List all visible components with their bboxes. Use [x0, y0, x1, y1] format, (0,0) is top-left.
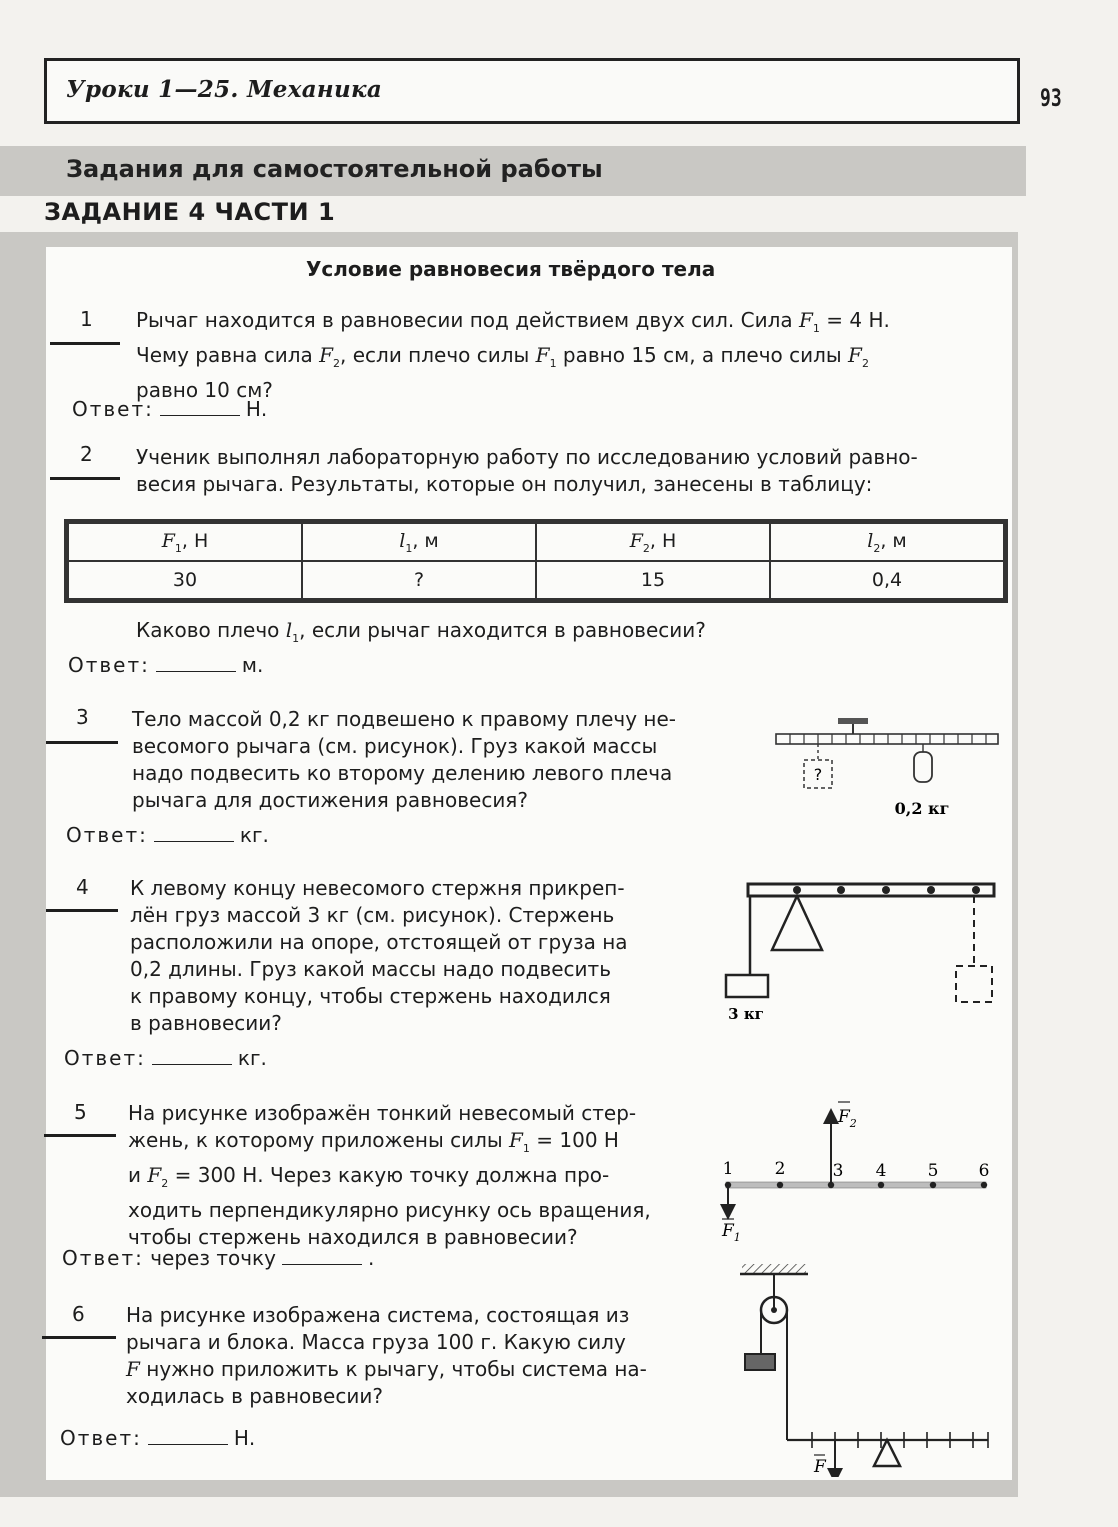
point-labels: [723, 1159, 990, 1181]
subscript: 1: [522, 1142, 530, 1155]
task-number-rule: [50, 342, 120, 345]
answer-prefix: через точку: [150, 1246, 276, 1270]
table-header-cell: $l_1$, м: [302, 523, 536, 561]
task-number-rule: [42, 1336, 116, 1339]
task-number-rule: [50, 477, 120, 480]
task-6-text: [126, 1302, 726, 1410]
rod-marks: [793, 886, 980, 894]
answer-label: Ответ:: [64, 1046, 146, 1070]
text-line: к правому концу, чтобы стержень находился: [130, 984, 611, 1008]
point-label: 3: [832, 1161, 844, 1181]
text-line: весомого рычага (см. рисунок). Груз какой массы: [132, 734, 658, 758]
task-number: 5: [74, 1100, 87, 1124]
table-cell: 15: [536, 561, 770, 599]
lever-ticks: [790, 734, 986, 744]
answer-unit: кг.: [239, 823, 269, 847]
left-weight: [726, 975, 768, 997]
answer-blank[interactable]: [148, 1443, 228, 1445]
task-number: 1: [80, 307, 93, 331]
text-line: Каково плечо $l_1$, если рычаг находится в равновесии?: [136, 618, 706, 645]
table-cell: 30: [68, 561, 302, 599]
data-table: [67, 522, 1005, 600]
text-line: Рычаг находится в равновесии под действием двух сил. Сила $F_1 = 4$ Н.: [136, 308, 890, 335]
point-label: 4: [875, 1161, 887, 1181]
variable: F: [535, 343, 550, 367]
task-2-text: [136, 444, 1016, 498]
figure-5-rod: [712, 1096, 1008, 1256]
text-line: Ученик выполнял лабораторную работу по исследованию условий равно-: [136, 445, 918, 469]
answer-blank[interactable]: [156, 670, 236, 672]
pulley-axle: [771, 1307, 777, 1313]
variable: F: [126, 1357, 140, 1381]
task-number: 4: [76, 875, 89, 899]
point-label: 1: [722, 1159, 734, 1179]
unknown-mark: ?: [813, 765, 823, 784]
unknown-weight-box: [956, 966, 992, 1002]
text-line: К левому концу невесомого стержня прикреп-: [130, 876, 625, 900]
ceiling-hatch: [742, 1264, 806, 1274]
answer-unit: .: [367, 1246, 375, 1270]
answer-unit: Н.: [233, 1426, 256, 1450]
support-triangle: [772, 896, 822, 950]
task-number: 2: [80, 442, 93, 466]
text-line: и $F_2 = 300$ Н. Через какую точку должна про-: [128, 1163, 610, 1190]
answer-label: Ответ:: [72, 397, 154, 421]
variable: F: [319, 343, 334, 367]
answer-label: Ответ:: [60, 1426, 142, 1450]
answer-label: Ответ:: [62, 1246, 144, 1270]
answer-line-2: [68, 653, 263, 677]
page-number: 93: [1040, 84, 1062, 112]
text-line: надо подвесить ко второму делению левого плеча: [132, 761, 673, 785]
variable: F: [147, 1163, 162, 1187]
text-line: На рисунке изображена система, состоящая из: [126, 1303, 630, 1327]
part-title: ЗАДАНИЕ 4 ЧАСТИ 1: [44, 198, 336, 226]
subscript: 2: [333, 357, 341, 370]
subscript: 1: [292, 632, 300, 645]
table-cell: 0,4: [770, 561, 1004, 599]
answer-unit: Н.: [245, 397, 268, 421]
task-3-text: [132, 706, 772, 814]
point-label: 2: [774, 1159, 786, 1179]
task-number-rule: [46, 909, 118, 912]
answer-unit: кг.: [237, 1046, 267, 1070]
text-line: лён груз массой 3 кг (см. рисунок). Стержень: [130, 903, 615, 927]
task-5-text: [128, 1100, 728, 1251]
answer-line-5: [62, 1246, 374, 1270]
lever-bar: [776, 734, 998, 744]
answer-blank[interactable]: [160, 414, 240, 416]
section-title: Задания для самостоятельной работы: [66, 155, 603, 183]
table-header-cell: $l_2$, м: [770, 523, 1004, 561]
mass-label: 3 кг: [728, 1005, 764, 1023]
subscript: 1: [812, 322, 820, 335]
support-hanger: [838, 718, 868, 724]
text-line: рычага для достижения равновесия?: [132, 788, 528, 812]
load-weight: [745, 1354, 775, 1370]
topic-title: Условие равновесия твёрдого тела: [306, 257, 716, 281]
subscript: 1: [549, 357, 557, 370]
text-line: Тело массой 0,2 кг подвешено к правому плечу не-: [132, 707, 676, 731]
answer-label: Ответ:: [66, 823, 148, 847]
answer-unit: м.: [241, 653, 264, 677]
running-header-title: Уроки 1—25. Механика: [66, 76, 383, 103]
task-number: 3: [76, 705, 89, 729]
answer-line-6: [60, 1426, 255, 1450]
force-f1-label: $F_1$: [722, 1221, 741, 1244]
figure-3-lever: [770, 712, 1010, 822]
task-number-rule: [44, 1134, 116, 1137]
variable: F: [799, 308, 813, 332]
task-number-rule: [46, 741, 118, 744]
point-label: 6: [978, 1161, 990, 1181]
answer-blank[interactable]: [154, 840, 234, 842]
force-f2-label: $F_2$: [838, 1107, 857, 1130]
weight-body: [914, 752, 932, 782]
text-line: равно 10 см?: [136, 378, 273, 402]
text-line: 0,2 длины. Груз какой массы надо подвесить: [130, 957, 611, 981]
point-label: 5: [927, 1161, 939, 1181]
figure-4-rod: [716, 880, 1006, 1030]
text-line: На рисунке изображён тонкий невесомый стер-: [128, 1101, 637, 1125]
table-row: [68, 561, 1004, 599]
text-line: расположили на опоре, отстоящей от груза на: [130, 930, 628, 954]
table-header-cell: $F_2$, Н: [536, 523, 770, 561]
answer-blank[interactable]: [282, 1263, 362, 1265]
text-line: F нужно приложить к рычагу, чтобы система на-: [126, 1357, 647, 1381]
text-line: весия рычага. Результаты, которые он получил, занесены в таблицу:: [136, 472, 873, 496]
rod: [726, 1182, 986, 1188]
variable: F: [509, 1128, 523, 1152]
text-line: рычага и блока. Масса груза 100 г. Какую силу: [126, 1330, 626, 1354]
mass-label: 0,2 кг: [894, 799, 950, 818]
variable: l: [285, 618, 293, 642]
table-header-row: [68, 523, 1004, 561]
table-cell: ?: [302, 561, 536, 599]
text-line: чтобы стержень находился в равновесии?: [128, 1225, 578, 1249]
text-line: ходилась в равновесии?: [126, 1384, 383, 1408]
rod-bar: [748, 884, 994, 896]
text-line: жень, к которому приложены силы $F_1 = 100$ Н: [128, 1128, 619, 1155]
answer-label: Ответ:: [68, 653, 150, 677]
answer-line-1: [72, 397, 267, 421]
task-number: 6: [72, 1302, 85, 1326]
force-label: F: [814, 1457, 826, 1477]
subscript: 2: [861, 357, 869, 370]
task-1-text: [136, 307, 1016, 404]
text-line: в равновесии?: [130, 1011, 282, 1035]
variable: F: [848, 343, 862, 367]
task-2-question: [136, 617, 1016, 652]
text-line: ходить перпендикулярно рисунку ось вращения,: [128, 1198, 651, 1222]
text-line: Чему равна сила $F_2$, если плечо силы $F_1$ равно 15 см, а плечо силы $F_2$: [136, 343, 869, 370]
task-4-text: [130, 875, 710, 1037]
table-header-cell: $F_1$, Н: [68, 523, 302, 561]
figure-6-pulley-lever: [730, 1262, 1006, 1477]
subscript: 2: [161, 1177, 169, 1190]
answer-blank[interactable]: [152, 1063, 232, 1065]
answer-line-4: [64, 1046, 267, 1070]
answer-line-3: [66, 823, 269, 847]
data-table-frame: [64, 519, 1008, 603]
support-triangle: [874, 1440, 900, 1466]
